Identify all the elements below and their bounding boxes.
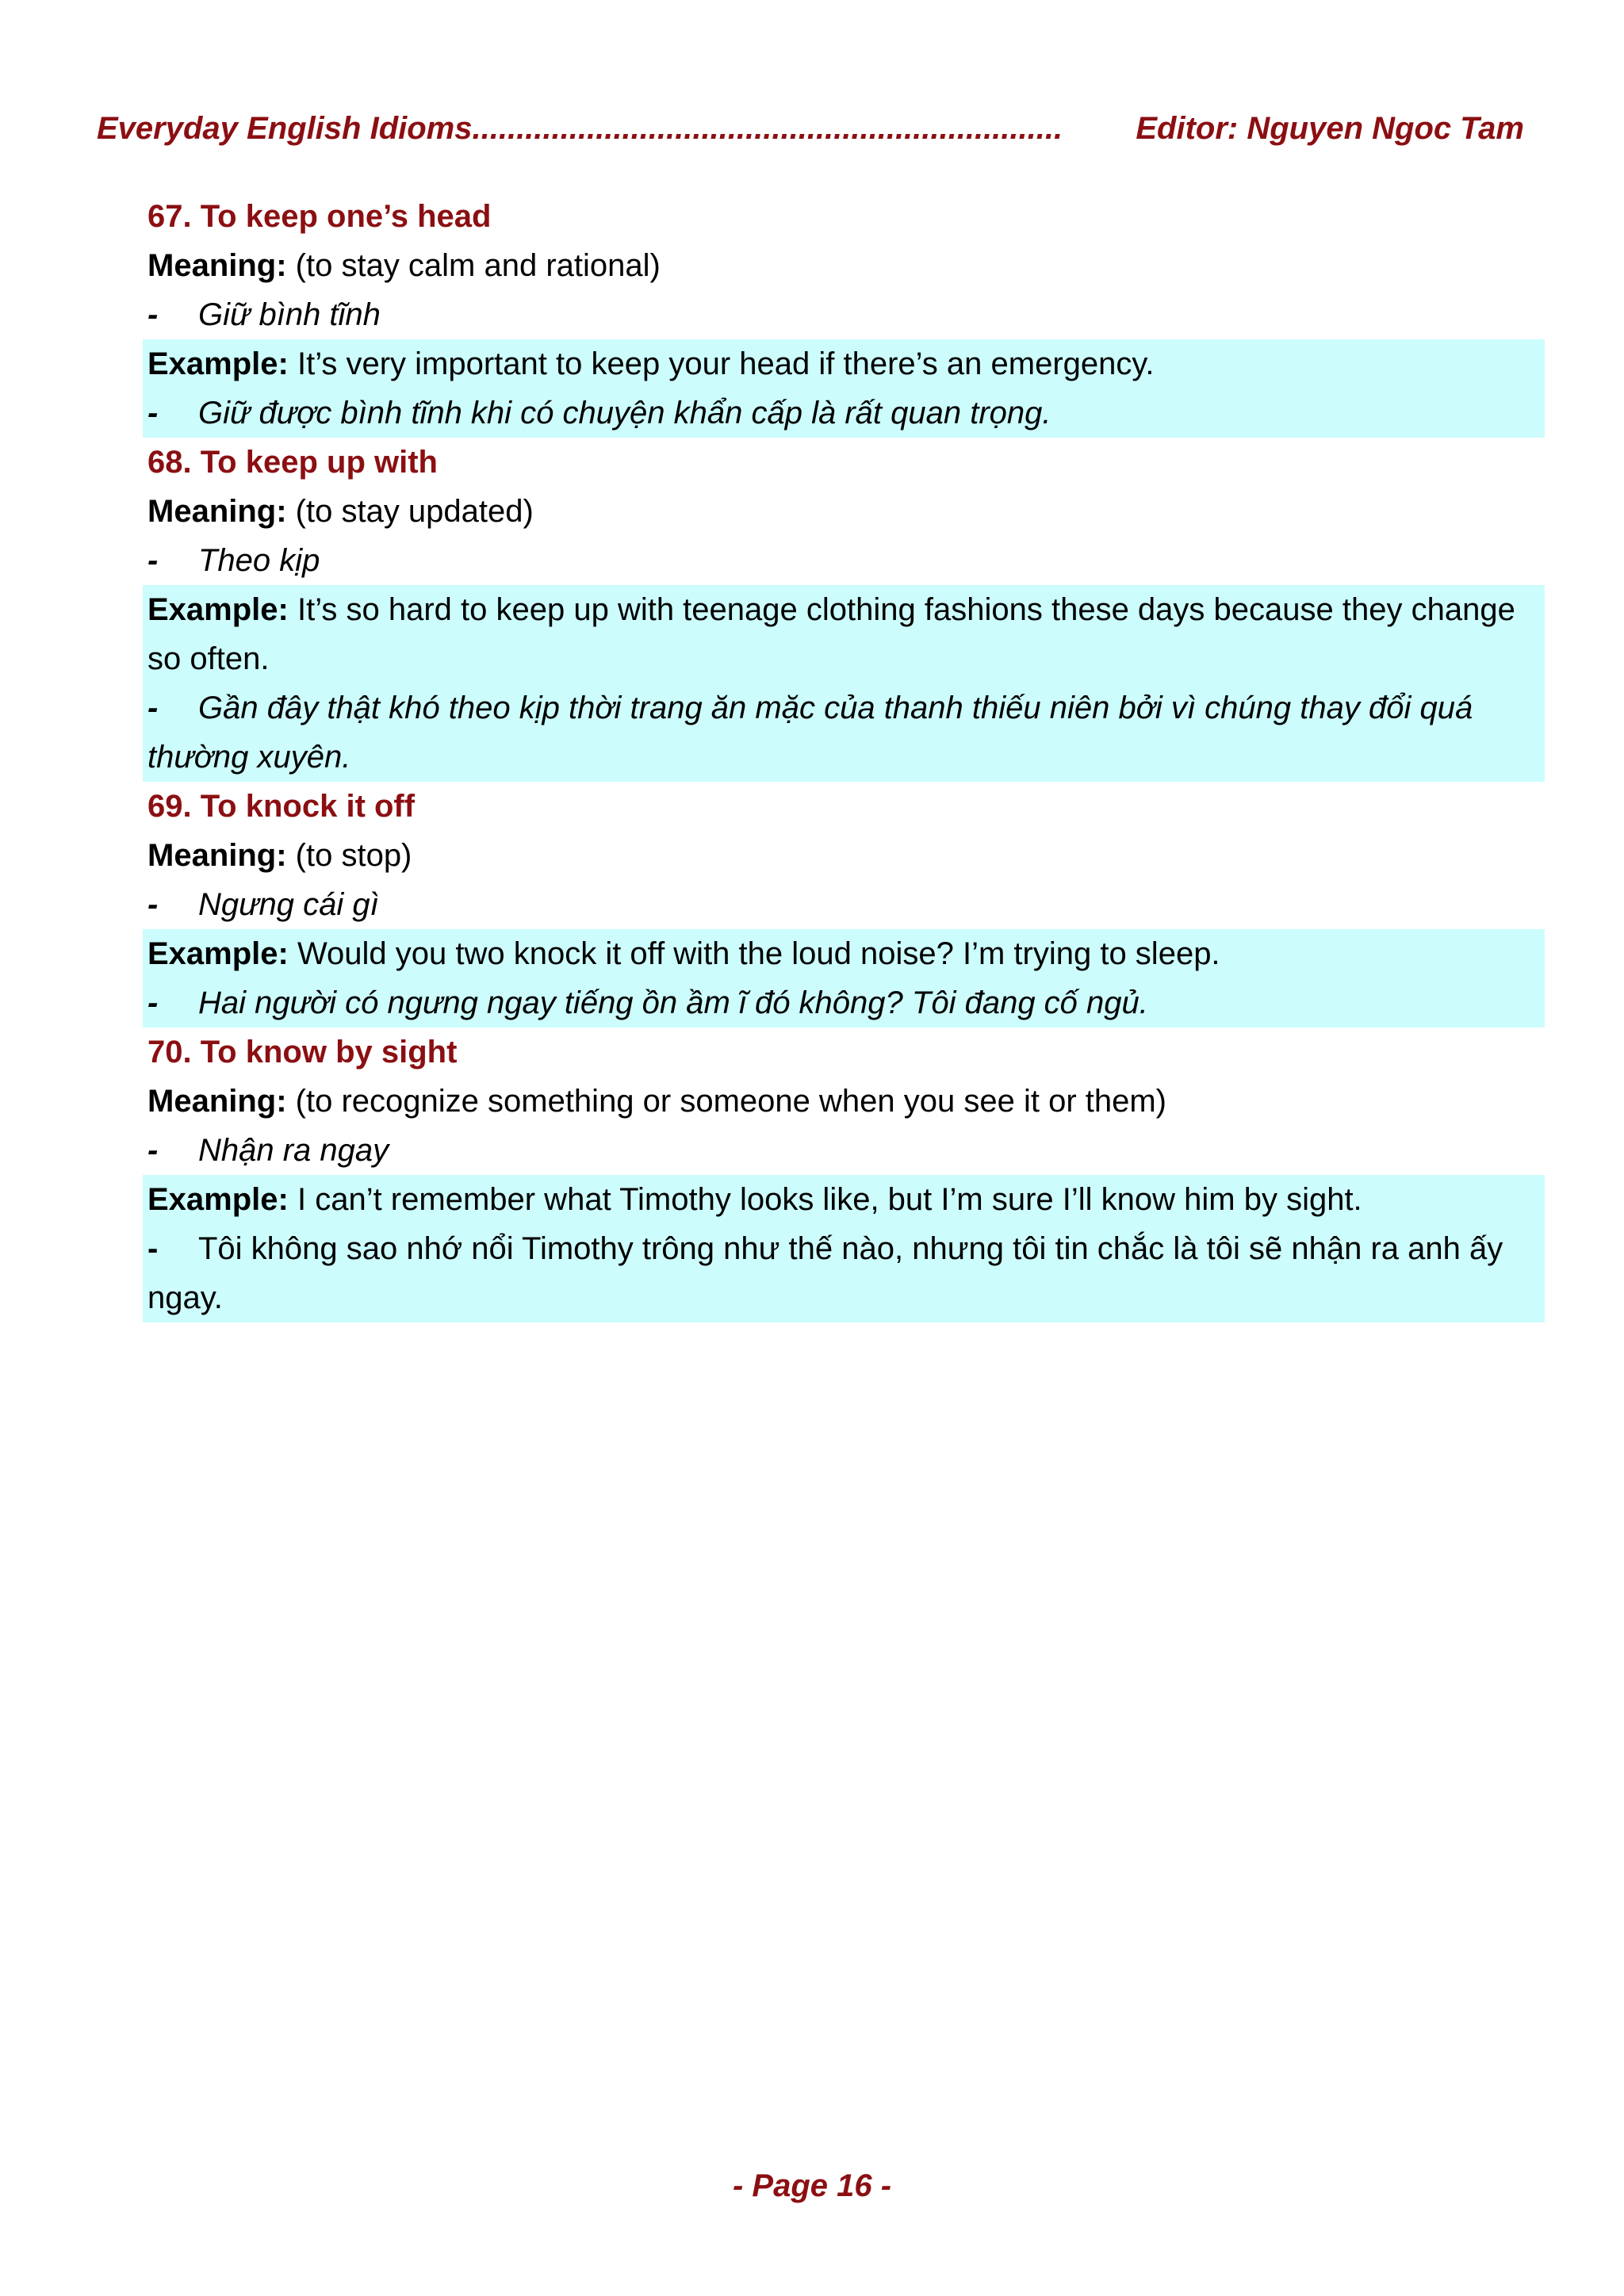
example-translation	[143, 683, 1545, 782]
example-line	[143, 1175, 1545, 1224]
idiom-title: 69. To knock it off	[147, 789, 416, 824]
example-translation	[143, 388, 1545, 438]
meaning-line	[143, 241, 1545, 290]
meaning-line	[143, 487, 1545, 536]
header-editor: Editor: Nguyen Ngoc Tam	[1136, 111, 1524, 146]
meaning-text: (to stop)	[286, 838, 412, 873]
meaning-translation	[143, 1126, 1545, 1175]
example-vi-text: Giữ được bình tĩnh khi có chuyện khẩn cấp là rất quan trọng.	[198, 396, 1051, 430]
example-vi-text: Hai người có ngưng ngay tiếng ồn ầm ĩ đó không? Tôi đang cố ngủ.	[198, 985, 1148, 1020]
meaning-label: Meaning:	[147, 1084, 287, 1119]
example-translation	[143, 978, 1545, 1027]
meaning-vi-text: Giữ bình tĩnh	[198, 297, 381, 332]
idiom-title: 67. To keep one’s head	[147, 199, 492, 234]
dash-bullet: -	[147, 1133, 159, 1168]
header-book-title: Everyday English Idioms	[97, 111, 473, 146]
example-block	[143, 929, 1545, 1027]
example-label: Example:	[147, 346, 289, 381]
dash-bullet: -	[147, 691, 159, 725]
idiom-title: 68. To keep up with	[147, 445, 438, 480]
meaning-label: Meaning:	[147, 248, 287, 283]
example-vi-text: Tôi không sao nhớ nổi Timothy trông như thế nào, nhưng tôi tin chắc là tôi sẽ nhận ra anh ấy ngay.	[147, 1231, 1503, 1315]
idiom-entry-67	[143, 192, 1545, 438]
example-line	[143, 585, 1545, 683]
dash-bullet: -	[147, 1231, 159, 1266]
dash-bullet: -	[147, 396, 159, 430]
example-line	[143, 929, 1545, 978]
example-translation	[143, 1224, 1545, 1322]
meaning-translation	[143, 880, 1545, 929]
meaning-text: (to recognize something or someone when you see it or them)	[286, 1084, 1166, 1119]
idiom-entry-69	[143, 782, 1545, 1027]
example-text: Would you two knock it off with the loud noise? I’m trying to sleep.	[288, 936, 1220, 971]
meaning-vi-text: Theo kịp	[198, 543, 320, 578]
idiom-title: 70. To know by sight	[147, 1035, 458, 1070]
dash-bullet: -	[147, 297, 159, 332]
page-header	[97, 111, 1524, 147]
page-number: - Page 16 -	[732, 2168, 892, 2203]
example-label: Example:	[147, 936, 289, 971]
example-label: Example:	[147, 592, 289, 627]
meaning-translation	[143, 536, 1545, 585]
meaning-line	[143, 1077, 1545, 1126]
dash-bullet: -	[147, 543, 159, 578]
example-block	[143, 585, 1545, 782]
example-block	[143, 1175, 1545, 1322]
example-text: I can’t remember what Timothy looks like, but I’m sure I’ll know him by sight.	[288, 1182, 1362, 1217]
header-dot-leader: ...................................................................	[472, 111, 1063, 146]
example-label: Example:	[147, 1182, 289, 1217]
idiom-list	[143, 192, 1545, 1322]
idiom-entry-70	[143, 1027, 1545, 1322]
example-vi-text: Gần đây thật khó theo kịp thời trang ăn mặc của thanh thiếu niên bởi vì chúng thay đổi quá thường xuyên.	[147, 691, 1473, 775]
example-block	[143, 339, 1545, 438]
example-text: It’s so hard to keep up with teenage clothing fashions these days because they change so often.	[147, 592, 1515, 676]
meaning-text: (to stay calm and rational)	[286, 248, 661, 283]
idiom-entry-68	[143, 438, 1545, 782]
meaning-translation	[143, 290, 1545, 339]
example-line	[143, 339, 1545, 388]
dash-bullet: -	[147, 985, 159, 1020]
meaning-line	[143, 831, 1545, 880]
dash-bullet: -	[147, 887, 159, 922]
meaning-label: Meaning:	[147, 838, 287, 873]
meaning-vi-text: Nhận ra ngay	[198, 1133, 389, 1168]
meaning-vi-text: Ngưng cái gì	[198, 887, 379, 922]
example-text: It’s very important to keep your head if there’s an emergency.	[288, 346, 1155, 381]
meaning-label: Meaning:	[147, 494, 287, 529]
meaning-text: (to stay updated)	[286, 494, 534, 529]
